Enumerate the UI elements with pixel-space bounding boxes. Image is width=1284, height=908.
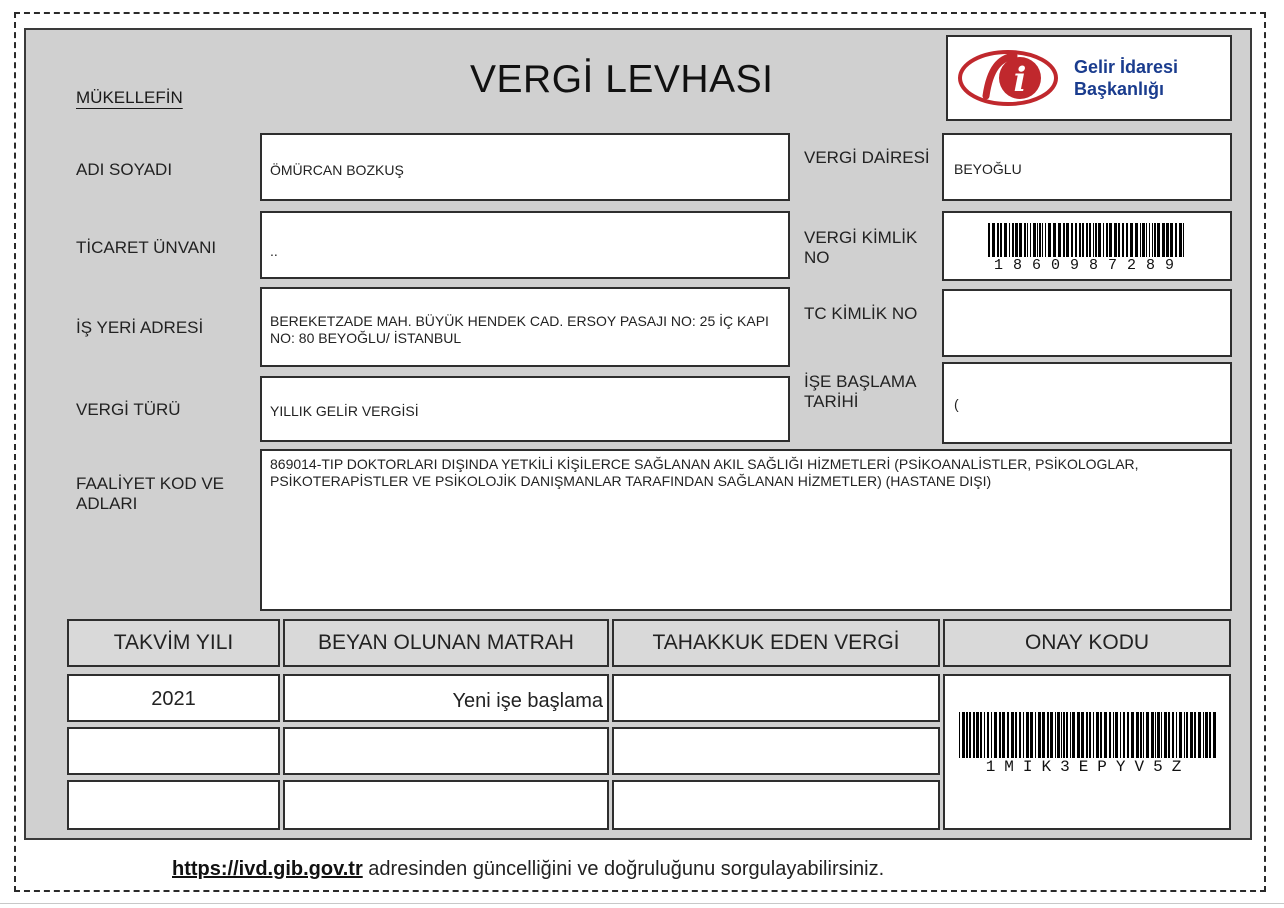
barcode-bar [1136, 712, 1139, 758]
barcode-bar [1038, 712, 1041, 758]
document-title: VERGİ LEVHASI [470, 58, 774, 101]
barcode-bar [1015, 223, 1018, 257]
barcode-bar [1055, 712, 1056, 758]
barcode-bar [1053, 223, 1056, 257]
barcode-bar [1126, 223, 1128, 257]
barcode-bar [1037, 223, 1038, 257]
barcode-bar [1066, 223, 1069, 257]
barcode-bar [1009, 223, 1010, 257]
barcode-bar [1033, 223, 1036, 257]
barcode-bar [1042, 712, 1045, 758]
barcode-bar [1131, 712, 1134, 758]
barcode-bar [1179, 712, 1182, 758]
barcode-bar [994, 712, 997, 758]
value-adi-soyadi: ÖMÜRCAN BOZKUŞ [260, 133, 790, 201]
header-beyan-olunan-matrah: BEYAN OLUNAN MATRAH [283, 619, 609, 667]
barcode-bar [1114, 223, 1117, 257]
cell-tahakkuk-3 [612, 780, 940, 830]
barcode-bar [1142, 223, 1145, 257]
vergi-kimlik-barcode-box [942, 211, 1232, 281]
barcode-bar [1023, 712, 1024, 758]
barcode-bar [991, 712, 992, 758]
barcode-bar [1048, 223, 1051, 257]
value-is-yeri-adresi: BEREKETZADE MAH. BÜYÜK HENDEK CAD. ERSOY PASAJI NO: 25 İÇ KAPI NO: 80 BEYOĞLU/ İSTANBUL [260, 287, 790, 367]
barcode-bar [1109, 712, 1111, 758]
barcode-bar [1002, 712, 1005, 758]
barcode-bar [1086, 223, 1088, 257]
barcode-bar [1000, 223, 1002, 257]
barcode-bar [1015, 712, 1017, 758]
barcode-bar [1063, 223, 1065, 257]
barcode-bar [1123, 712, 1125, 758]
barcode-bar [1039, 223, 1041, 257]
barcode-bar [987, 712, 989, 758]
barcode-bar [1161, 712, 1162, 758]
barcode-bar [1194, 712, 1196, 758]
label-vergi-dairesi: VERGİ DAİRESİ [804, 148, 930, 167]
barcode-bar [1089, 223, 1091, 257]
label-is-yeri-adresi: İŞ YERİ ADRESİ [76, 318, 204, 337]
barcode-bar [1149, 223, 1150, 257]
mukellef-label: MÜKELLEFİN [76, 88, 183, 107]
barcode-bar [1203, 712, 1204, 758]
barcode-bar [973, 712, 975, 758]
value-vergi-dairesi: BEYOĞLU [942, 133, 1232, 201]
barcode-bar [988, 223, 990, 257]
barcode-bar [1190, 712, 1193, 758]
cell-matrah-1: Yeni işe başlama [283, 674, 609, 722]
label-vergi-turu: VERGİ TÜRÜ [76, 400, 181, 419]
barcode-bar [1106, 223, 1108, 257]
barcode-bar [1205, 712, 1208, 758]
barcode-bar [1135, 223, 1138, 257]
value-tc-kimlik-no [942, 289, 1232, 357]
barcode-bar [966, 712, 968, 758]
barcode-bar [1011, 712, 1014, 758]
barcode-bar [1042, 223, 1043, 257]
barcode-bar [1209, 712, 1211, 758]
cell-takvim-yili-3 [67, 780, 280, 830]
barcode-bar [1179, 223, 1182, 257]
logo-line1: Gelir İdaresi [1074, 57, 1179, 77]
barcode-bar [1146, 712, 1149, 758]
cell-matrah-3 [283, 780, 609, 830]
barcode-bar [1157, 712, 1160, 758]
barcode-bar [1012, 223, 1014, 257]
barcode-bar [1115, 712, 1118, 758]
barcode-bar [1162, 223, 1165, 257]
barcode-bar [1127, 712, 1129, 758]
barcode-bar [992, 223, 995, 257]
barcode-bar [1198, 712, 1201, 758]
barcode-bar [1098, 223, 1101, 257]
barcode-bar [1186, 712, 1188, 758]
label-adi-soyadi: ADI SOYADI [76, 160, 173, 179]
page-bottom-line [0, 903, 1284, 904]
barcode-bar [1066, 712, 1068, 758]
barcode-bar [1086, 712, 1088, 758]
barcode-bar [1007, 712, 1009, 758]
barcode-bar [1070, 712, 1071, 758]
barcode-bar [1030, 712, 1033, 758]
barcode-bar [984, 712, 985, 758]
header-tahakkuk-eden-vergi: TAHAKKUK EDEN VERGİ [612, 619, 940, 667]
value-ticaret-unvani: .. [260, 211, 790, 279]
gib-logo-icon [956, 48, 1060, 108]
barcode-bar [1140, 712, 1142, 758]
barcode-bar [1140, 223, 1141, 257]
barcode-bar [1118, 223, 1120, 257]
label-tc-kimlik-no: TC KİMLİK NO [804, 304, 918, 323]
onay-kodu-box [943, 674, 1231, 830]
cell-matrah-2 [283, 727, 609, 775]
barcode-bar [1172, 712, 1174, 758]
barcode-bar [1024, 223, 1026, 257]
barcode-bar [1143, 712, 1144, 758]
barcode-bar [1157, 223, 1160, 257]
barcode-bar [1035, 712, 1036, 758]
cell-tahakkuk-1 [612, 674, 940, 722]
barcode-bar [1176, 712, 1177, 758]
value-faaliyet: 869014-TIP DOKTORLARI DIŞINDA YETKİLİ KİŞİLERCE SAĞLANAN AKIL SAĞLIĞI HİZMETLERİ (PSİKOANALİSTLER, PSİKOLOGLAR, PSİKOTERAPİSTLER VE PSİKOLOJİK DANIŞMANLAR TARAFINDAN SAĞLANAN HİZMETLER) (HASTANE DIŞI) [260, 449, 1232, 611]
barcode-bar [1019, 712, 1021, 758]
barcode-bar [1183, 223, 1184, 257]
barcode-bar [980, 712, 982, 758]
svg-text:i: i [1013, 60, 1027, 100]
barcode-bar [1146, 223, 1147, 257]
barcode-bar [1152, 223, 1153, 257]
label-ticaret-unvani: TİCARET ÜNVANI [76, 238, 217, 257]
barcode-bar [1104, 712, 1107, 758]
barcode-bar [1096, 712, 1099, 758]
barcode-bar [1030, 223, 1031, 257]
header-onay-kodu: ONAY KODU [943, 619, 1231, 667]
barcode-bar [1019, 223, 1022, 257]
footer-text: adresinden güncelliğini ve doğruluğunu sorgulayabilirsiniz. [362, 858, 885, 880]
barcode-bar [1058, 223, 1061, 257]
barcode-bar [1063, 712, 1065, 758]
barcode-bar [1093, 712, 1094, 758]
barcode-bar [1095, 223, 1097, 257]
barcode-bar [1120, 712, 1121, 758]
barcode-bar [1026, 712, 1029, 758]
barcode-bar [1093, 223, 1094, 257]
barcode-bar [959, 712, 960, 758]
barcode-bar [1057, 712, 1060, 758]
barcode-bar [1154, 223, 1156, 257]
barcode-bar [1071, 223, 1073, 257]
barcode-bar [1113, 712, 1115, 758]
barcode-bar [1122, 223, 1124, 257]
value-ise-baslama-tarihi: ( [942, 362, 1232, 444]
vergi-kimlik-digits: 1860987289 [993, 257, 1184, 274]
barcode-bar [1072, 712, 1075, 758]
footer-note [172, 858, 884, 881]
barcode-bar [962, 712, 965, 758]
gib-logo [946, 35, 1232, 121]
barcode-bar [1109, 223, 1112, 257]
barcode-bar [1151, 712, 1154, 758]
cell-tahakkuk-2 [612, 727, 940, 775]
label-vergi-kimlik-no: VERGİ KİMLİK NO [804, 228, 918, 267]
barcode-bar [1130, 223, 1133, 257]
barcode-bar [1100, 712, 1102, 758]
gib-link[interactable]: https://ivd.gib.gov.tr [172, 858, 363, 880]
barcode-bar [1004, 223, 1007, 257]
label-faaliyet: FAALİYET KOD VE ADLARI [76, 474, 225, 513]
barcode-bar [976, 712, 979, 758]
barcode-bar [1184, 712, 1185, 758]
cell-takvim-yili-1: 2021 [67, 674, 280, 722]
barcode-bar [999, 712, 1001, 758]
barcode-bar [1103, 223, 1104, 257]
label-ise-baslama-tarihi: İŞE BAŞLAMA TARİHİ [804, 372, 916, 411]
barcode-bar [1079, 223, 1081, 257]
barcode-bar [1170, 223, 1173, 257]
header-takvim-yili: TAKVİM YILI [67, 619, 280, 667]
barcode-bar [1175, 223, 1177, 257]
barcode-bar [1077, 712, 1080, 758]
barcode-bar [1081, 712, 1084, 758]
barcode-bar [969, 712, 971, 758]
barcode-bar [997, 223, 999, 257]
barcode-bar [1075, 223, 1077, 257]
barcode-bar [1047, 712, 1049, 758]
barcode-bar [1164, 712, 1167, 758]
barcode-bar [1050, 712, 1053, 758]
barcode-bar [1089, 712, 1091, 758]
barcode-bar [1168, 712, 1170, 758]
logo-line2: Başkanlığı [1074, 79, 1165, 99]
onay-kodu-barcode [959, 712, 1217, 758]
cell-takvim-yili-2 [67, 727, 280, 775]
barcode-bar [1045, 223, 1046, 257]
barcode-bar [1213, 712, 1216, 758]
vergi-kimlik-barcode [988, 223, 1188, 257]
barcode-bar [1166, 223, 1169, 257]
barcode-bar [1082, 223, 1084, 257]
onay-kodu-text: 1MIK3EPYV5Z [985, 758, 1191, 776]
barcode-bar [1061, 712, 1062, 758]
value-vergi-turu: YILLIK GELİR VERGİSİ [260, 376, 790, 442]
barcode-bar [1155, 712, 1156, 758]
barcode-bar [1027, 223, 1028, 257]
